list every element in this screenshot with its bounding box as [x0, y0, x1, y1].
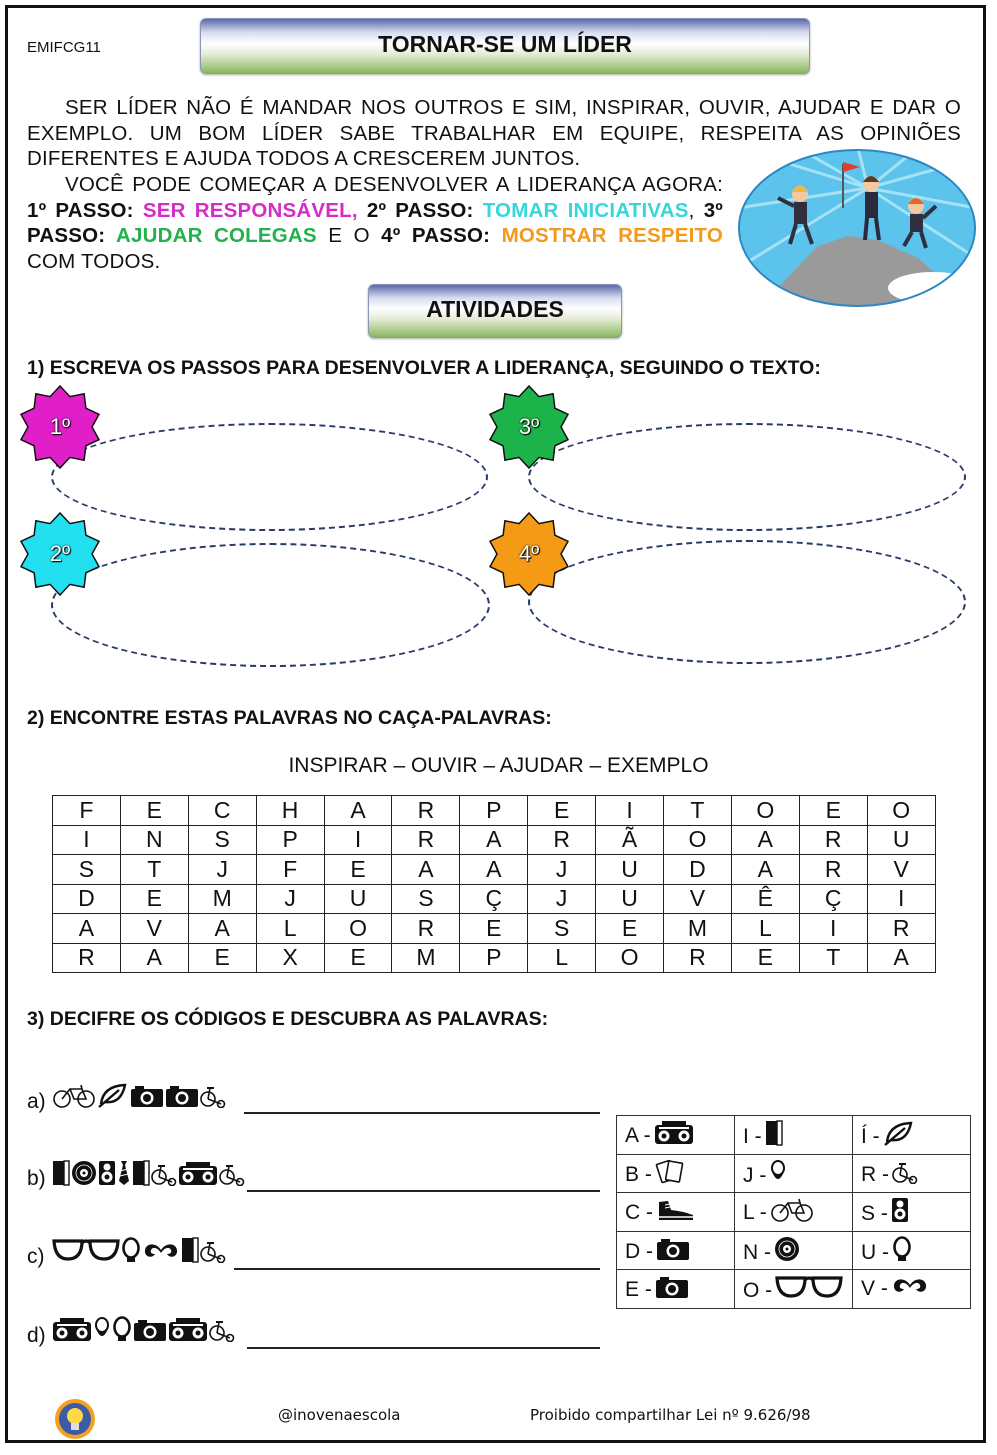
grid-cell[interactable]: A [120, 943, 188, 973]
leaf-icon [880, 1125, 915, 1148]
grid-cell[interactable]: U [596, 855, 664, 885]
tricycle-icon [209, 1318, 235, 1347]
key-letter: B - [625, 1162, 652, 1186]
footer-copyright: Proibido compartilhar Lei nº 9.626/98 [530, 1406, 811, 1424]
key-cell [735, 1193, 853, 1232]
key-cell [617, 1116, 735, 1155]
camera-icon [653, 1240, 690, 1263]
grid-cell[interactable]: F [256, 855, 324, 885]
grid-cell[interactable]: O [664, 825, 732, 855]
word-search-grid [52, 795, 936, 973]
grid-cell[interactable]: J [188, 855, 256, 885]
key-letter: V - [861, 1277, 888, 1301]
grid-cell[interactable]: A [731, 855, 799, 885]
grid-cell[interactable]: S [528, 914, 596, 944]
grid-row [53, 825, 936, 855]
grid-cell[interactable]: P [460, 796, 528, 826]
tricycle-icon [151, 1162, 177, 1191]
grid-cell[interactable]: J [256, 884, 324, 914]
tricycle-icon [219, 1162, 245, 1191]
step3-value: AJUDAR COLEGAS [115, 224, 317, 247]
key-letter: Í - [861, 1125, 880, 1149]
steps-paragraph: VOCÊ PODE COMEÇAR A DESENVOLVER A LIDERANÇA AGORA: 1º PASSO: SER RESPONSÁVEL, 2º PASSO: TOMAR INICIATIVAS, 3º PASSO: AJUDAR COLEGAS E O 4º PASSO: MOSTRAR RESPEITO COM TODOS. [27, 173, 723, 273]
beard-icon [766, 1164, 787, 1187]
step-badge-1 [18, 385, 102, 469]
bald-icon [121, 1237, 141, 1268]
grid-cell[interactable]: A [392, 855, 460, 885]
key-letter: E - [625, 1278, 652, 1302]
key-letter: L - [743, 1201, 767, 1225]
key-letter: U - [861, 1240, 889, 1264]
step4-label: 4º PASSO: [381, 224, 502, 247]
key-row [617, 1270, 971, 1309]
key-cell [617, 1154, 735, 1193]
key-row [617, 1116, 971, 1155]
bald-icon [889, 1241, 912, 1264]
grid-cell[interactable]: X [256, 943, 324, 973]
camera-icon [133, 1318, 167, 1347]
grid-cell[interactable]: A [53, 914, 121, 944]
grid-cell[interactable]: R [53, 943, 121, 973]
leaders-illustration [738, 148, 976, 308]
key-cell [735, 1116, 853, 1155]
grid-cell[interactable]: V [664, 884, 732, 914]
key-cell [853, 1154, 971, 1193]
key-cell [735, 1270, 853, 1309]
key-cell [735, 1231, 853, 1270]
grid-cell[interactable]: U [867, 825, 935, 855]
mustache-icon [142, 1241, 180, 1268]
grid-cell[interactable]: A [731, 825, 799, 855]
key-cell [853, 1270, 971, 1309]
grid-cell[interactable]: E [324, 855, 392, 885]
grid-cell[interactable]: R [799, 825, 867, 855]
grid-cell[interactable]: O [731, 796, 799, 826]
grid-cell[interactable]: I [596, 796, 664, 826]
radio-icon [52, 1318, 92, 1347]
grid-row [53, 943, 936, 973]
grid-cell[interactable]: D [53, 884, 121, 914]
lightbulb-logo-icon [54, 1398, 96, 1440]
grid-cell[interactable]: Ê [731, 884, 799, 914]
grid-cell[interactable]: Ç [799, 884, 867, 914]
code-sequence-d [52, 1316, 235, 1347]
word-list: INSPIRAR – OUVIR – AJUDAR – EXEMPLO [288, 754, 709, 777]
question-1-title: 1) ESCREVA OS PASSOS PARA DESENVOLVER A LIDERANÇA, SEGUINDO O TEXTO: [27, 357, 821, 379]
camera-icon [165, 1084, 199, 1113]
grid-cell[interactable]: Ã [596, 825, 664, 855]
tricycle-icon [200, 1084, 226, 1113]
grid-cell[interactable]: M [188, 884, 256, 914]
key-cell [735, 1154, 853, 1193]
radio-icon [651, 1124, 694, 1147]
camera-icon [652, 1278, 689, 1301]
grid-cell[interactable]: N [120, 825, 188, 855]
answer-line-c[interactable] [234, 1242, 600, 1270]
code-sequence-b [52, 1160, 245, 1191]
answer-line-b[interactable] [247, 1164, 600, 1192]
grid-cell[interactable]: R [867, 914, 935, 944]
question-2-title: 2) ENCONTRE ESTAS PALAVRAS NO CAÇA-PALAVRAS: [27, 707, 552, 729]
code-label-a: a) [27, 1090, 46, 1113]
grid-cell[interactable]: M [392, 943, 460, 973]
grid-cell[interactable]: Ç [460, 884, 528, 914]
grid-cell[interactable]: A [460, 825, 528, 855]
grid-cell[interactable]: E [460, 914, 528, 944]
grid-cell[interactable]: D [664, 855, 732, 885]
grid-cell[interactable]: I [799, 914, 867, 944]
glasses-icon [772, 1279, 843, 1302]
activities-title: ATIVIDADES [368, 284, 622, 338]
answer-line-d[interactable] [247, 1321, 600, 1349]
grid-cell[interactable]: T [120, 855, 188, 885]
grid-cell[interactable]: I [53, 825, 121, 855]
grid-row [53, 914, 936, 944]
leaf-icon [97, 1082, 129, 1113]
step3-label: 3º PASSO: [27, 198, 723, 247]
key-cell [853, 1231, 971, 1270]
grid-cell[interactable]: R [664, 943, 732, 973]
grid-row [53, 884, 936, 914]
key-letter: S - [861, 1202, 888, 1226]
grid-cell[interactable]: M [664, 914, 732, 944]
grid-cell[interactable]: E [528, 796, 596, 826]
key-letter: A - [625, 1124, 651, 1148]
tricycle-icon [889, 1163, 918, 1186]
grid-cell[interactable]: R [392, 914, 460, 944]
answer-ellipse-3[interactable] [528, 423, 966, 531]
intro-paragraph: SER LÍDER NÃO É MANDAR NOS OUTROS E SIM, INSPIRAR, OUVIR, AJUDAR E DAR O EXEMPLO. UM BOM LÍDER SABE TRABALHAR EM EQUIPE, RESPEITA AS OPINIÕES DIFERENTES E AJUDA TODOS A CRESCEREM JUNTOS. [27, 96, 961, 170]
grid-cell[interactable]: A [188, 914, 256, 944]
step-badge-3 [487, 385, 571, 469]
grid-cell[interactable]: E [120, 884, 188, 914]
grid-cell[interactable]: R [392, 796, 460, 826]
grid-cell[interactable]: E [120, 796, 188, 826]
mustache-icon [888, 1277, 929, 1300]
radio-icon [168, 1318, 208, 1347]
key-cell [617, 1193, 735, 1232]
grid-cell[interactable]: O [867, 796, 935, 826]
tricycle-icon [200, 1239, 226, 1268]
grid-cell[interactable]: E [324, 943, 392, 973]
beard-icon [93, 1316, 111, 1347]
step4-value: MOSTRAR RESPEITO [501, 224, 723, 247]
step-badge-label: 2º [49, 541, 71, 566]
grid-cell[interactable]: E [596, 914, 664, 944]
grid-cell[interactable]: A [460, 855, 528, 885]
step1-label: 1º PASSO: [27, 198, 143, 222]
grid-cell[interactable]: A [324, 796, 392, 826]
grid-row [53, 796, 936, 826]
key-cell [853, 1116, 971, 1155]
step-badge-label: 1º [49, 414, 71, 439]
key-cell [853, 1193, 971, 1232]
grid-cell[interactable]: A [867, 943, 935, 973]
step-badge-label: 3º [518, 414, 540, 439]
grid-cell[interactable]: L [256, 914, 324, 944]
grid-cell[interactable]: S [53, 855, 121, 885]
code-key-table [616, 1115, 971, 1309]
answer-ellipse-2[interactable] [51, 543, 490, 667]
code-label-d: d) [27, 1324, 46, 1347]
grid-cell[interactable]: R [528, 825, 596, 855]
block-icon [52, 1160, 70, 1191]
code-label-b: b) [27, 1167, 46, 1190]
grid-cell[interactable]: O [596, 943, 664, 973]
key-row [617, 1154, 971, 1193]
grid-cell[interactable]: P [460, 943, 528, 973]
grid-cell[interactable]: U [324, 884, 392, 914]
speaker-icon [98, 1160, 116, 1191]
cards-icon [652, 1163, 685, 1186]
block-icon [762, 1125, 783, 1148]
grid-cell[interactable]: F [53, 796, 121, 826]
grid-cell[interactable]: I [867, 884, 935, 914]
tie-icon [117, 1160, 131, 1191]
code-sequence-a [52, 1082, 226, 1113]
key-letter: D - [625, 1239, 653, 1263]
block-icon [132, 1160, 150, 1191]
step-badge-2 [18, 512, 102, 596]
grid-cell[interactable]: T [664, 796, 732, 826]
key-cell [617, 1270, 735, 1309]
key-letter: C - [625, 1201, 653, 1225]
grid-cell[interactable]: U [596, 884, 664, 914]
code-sequence-c [52, 1237, 226, 1268]
key-cell [617, 1231, 735, 1270]
radio-icon [178, 1162, 218, 1191]
grid-cell[interactable]: E [188, 943, 256, 973]
grid-cell[interactable]: J [528, 855, 596, 885]
key-letter: I - [743, 1125, 762, 1149]
step1-value: SER RESPONSÁVEL, [142, 198, 358, 222]
answer-ellipse-1[interactable] [51, 423, 488, 531]
answer-ellipse-4[interactable] [528, 540, 966, 664]
bicycle-icon [52, 1084, 96, 1113]
grid-cell[interactable]: I [324, 825, 392, 855]
grid-cell[interactable]: T [799, 943, 867, 973]
grid-cell[interactable]: L [731, 914, 799, 944]
answer-line-a[interactable] [244, 1086, 600, 1114]
grid-cell[interactable]: V [120, 914, 188, 944]
key-row [617, 1231, 971, 1270]
grid-row [53, 855, 936, 885]
step-badge-label: 4º [518, 541, 540, 566]
grid-cell[interactable]: J [528, 884, 596, 914]
grid-cell[interactable]: R [392, 825, 460, 855]
question-3-title: 3) DECIFRE OS CÓDIGOS E DESCUBRA AS PALAVRAS: [27, 1008, 549, 1030]
key-row [617, 1193, 971, 1232]
block-icon [181, 1237, 199, 1268]
sneaker-icon [653, 1201, 696, 1224]
footer-handle: @inovenaescola [278, 1406, 401, 1424]
vinyl-icon [771, 1241, 800, 1264]
vinyl-icon [71, 1160, 97, 1191]
code-label-c: c) [27, 1245, 45, 1268]
camera-icon [130, 1084, 164, 1113]
step2-label: 2º PASSO: [357, 198, 483, 222]
bicycle-icon [767, 1201, 814, 1224]
step2-value: TOMAR INICIATIVAS [482, 198, 689, 222]
grid-cell[interactable]: L [528, 943, 596, 973]
grid-cell[interactable]: O [324, 914, 392, 944]
glasses-icon [52, 1237, 120, 1268]
grid-cell[interactable]: S [392, 884, 460, 914]
key-letter: O - [743, 1279, 773, 1303]
grid-cell[interactable]: S [188, 825, 256, 855]
key-letter: N - [743, 1240, 771, 1264]
grid-cell[interactable]: C [188, 796, 256, 826]
grid-cell[interactable]: E [731, 943, 799, 973]
grid-cell[interactable]: P [256, 825, 324, 855]
grid-cell[interactable]: E [799, 796, 867, 826]
grid-cell[interactable]: H [256, 796, 324, 826]
step-badge-4 [487, 512, 571, 596]
page-title: TORNAR-SE UM LÍDER [200, 18, 810, 74]
key-letter: R - [861, 1162, 889, 1186]
bald-icon [112, 1316, 132, 1347]
worksheet-code: EMIFCG11 [27, 39, 101, 56]
key-letter: J - [743, 1163, 767, 1187]
speaker-icon [888, 1202, 909, 1225]
grid-cell[interactable]: V [867, 855, 935, 885]
grid-cell[interactable]: R [799, 855, 867, 885]
